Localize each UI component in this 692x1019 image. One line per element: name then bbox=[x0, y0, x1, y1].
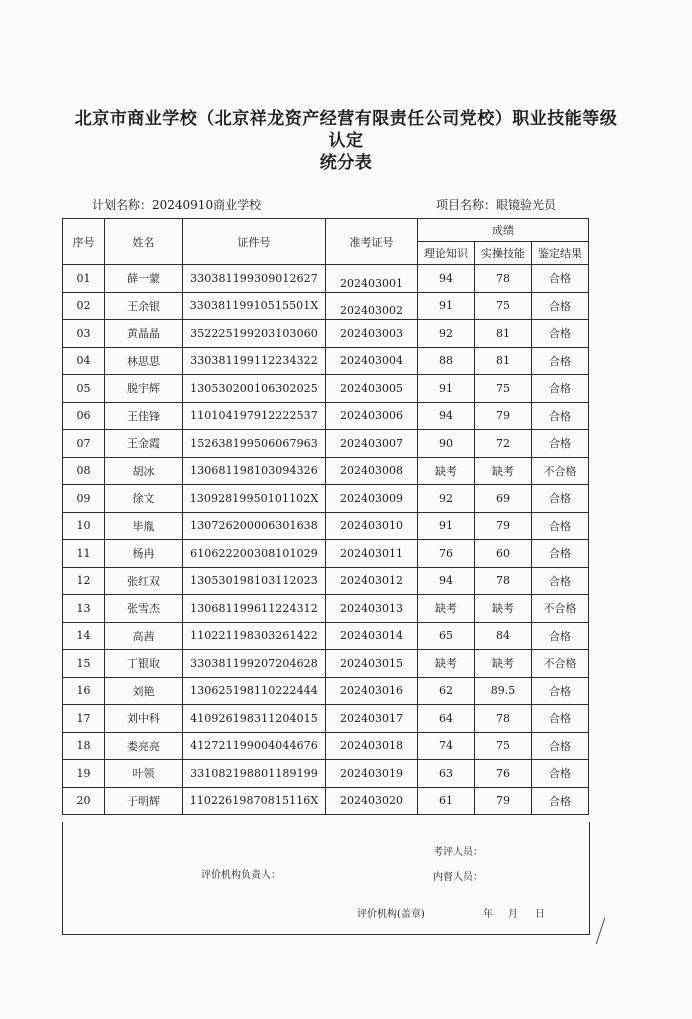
row-result: 合格 bbox=[532, 787, 589, 815]
table-row bbox=[63, 595, 589, 623]
project-name: 项目名称：眼镜验光员 bbox=[436, 198, 557, 212]
table-row bbox=[63, 402, 589, 430]
table-row bbox=[63, 705, 589, 733]
row-result: 合格 bbox=[532, 430, 589, 458]
day-label: 日 bbox=[535, 909, 545, 920]
row-theory: 缺考 bbox=[418, 595, 475, 623]
row-name: 丁银取 bbox=[105, 650, 183, 678]
row-no: 16 bbox=[63, 677, 105, 705]
row-result: 合格 bbox=[532, 347, 589, 375]
table-row bbox=[63, 567, 589, 595]
table-row bbox=[63, 292, 589, 320]
row-exam: 202403005 bbox=[326, 375, 418, 403]
row-name: 叶领 bbox=[105, 760, 183, 788]
table-row bbox=[63, 457, 589, 485]
row-theory: 91 bbox=[418, 292, 475, 320]
row-cert: 412721199004044676 bbox=[183, 732, 326, 760]
row-practical: 缺考 bbox=[475, 595, 532, 623]
row-practical: 72 bbox=[475, 430, 532, 458]
row-exam-text: 202403002 bbox=[340, 304, 403, 318]
row-name: 刘艳 bbox=[105, 677, 183, 705]
row-theory: 76 bbox=[418, 540, 475, 568]
row-practical: 76 bbox=[475, 760, 532, 788]
row-result: 合格 bbox=[532, 732, 589, 760]
row-theory: 缺考 bbox=[418, 650, 475, 678]
row-cert: 331082198801189199 bbox=[183, 760, 326, 788]
row-exam: 202403020 bbox=[326, 787, 418, 815]
row-exam: 202403015 bbox=[326, 650, 418, 678]
row-cert: 11022619870815116X bbox=[183, 787, 326, 815]
row-theory: 64 bbox=[418, 705, 475, 733]
row-name: 杨冉 bbox=[105, 540, 183, 568]
row-name: 王余银 bbox=[105, 292, 183, 320]
col-header-result: 鉴定结果 bbox=[532, 242, 589, 265]
row-cert: 130530198103112023 bbox=[183, 567, 326, 595]
row-exam: 202403017 bbox=[326, 705, 418, 733]
row-theory: 63 bbox=[418, 760, 475, 788]
row-name: 张雪杰 bbox=[105, 595, 183, 623]
row-no: 07 bbox=[63, 430, 105, 458]
row-result: 不合格 bbox=[532, 595, 589, 623]
row-theory: 91 bbox=[418, 512, 475, 540]
row-theory: 74 bbox=[418, 732, 475, 760]
row-theory: 91 bbox=[418, 375, 475, 403]
row-name: 脱宇辉 bbox=[105, 375, 183, 403]
row-name: 高茜 bbox=[105, 622, 183, 650]
title-line-2: 认定 bbox=[328, 131, 364, 151]
row-result: 合格 bbox=[532, 567, 589, 595]
table-row bbox=[63, 732, 589, 760]
row-exam: 202403016 bbox=[326, 677, 418, 705]
row-theory: 94 bbox=[418, 402, 475, 430]
row-exam: 202403008 bbox=[326, 457, 418, 485]
row-theory: 61 bbox=[418, 787, 475, 815]
col-header-no: 序号 bbox=[63, 219, 105, 265]
row-exam: 202403003 bbox=[326, 320, 418, 348]
row-cert: 610622200308101029 bbox=[183, 540, 326, 568]
row-name: 张红双 bbox=[105, 567, 183, 595]
row-cert: 110221198303261422 bbox=[183, 622, 326, 650]
plan-name: 计划名称：20240910商业学校 bbox=[92, 198, 262, 212]
table-row bbox=[63, 650, 589, 678]
row-practical: 75 bbox=[475, 732, 532, 760]
row-name: 薛一蒙 bbox=[105, 265, 183, 293]
row-no: 18 bbox=[63, 732, 105, 760]
row-practical: 79 bbox=[475, 402, 532, 430]
title-line-3: 统分表 bbox=[319, 153, 373, 173]
col-header-exam: 准考证号 bbox=[326, 219, 418, 265]
col-header-name: 姓名 bbox=[105, 219, 183, 265]
table-row bbox=[63, 787, 589, 815]
row-cert: 152638199506067963 bbox=[183, 430, 326, 458]
row-result: 合格 bbox=[532, 292, 589, 320]
row-result: 合格 bbox=[532, 705, 589, 733]
org-seal-label: 评价机构(盖章) bbox=[357, 909, 425, 920]
row-result: 合格 bbox=[532, 677, 589, 705]
row-no: 03 bbox=[63, 320, 105, 348]
row-no: 11 bbox=[63, 540, 105, 568]
row-practical: 78 bbox=[475, 265, 532, 293]
row-result: 合格 bbox=[532, 760, 589, 788]
row-no: 02 bbox=[63, 292, 105, 320]
row-no: 09 bbox=[63, 485, 105, 513]
row-cert: 130681199611224312 bbox=[183, 595, 326, 623]
org-head-label: 评价机构负责人： bbox=[201, 870, 281, 881]
row-cert: 130625198110222444 bbox=[183, 677, 326, 705]
row-practical: 75 bbox=[475, 292, 532, 320]
row-cert: 13092819950101102X bbox=[183, 485, 326, 513]
row-no: 05 bbox=[63, 375, 105, 403]
row-exam bbox=[326, 292, 418, 320]
row-result: 合格 bbox=[532, 540, 589, 568]
row-result: 不合格 bbox=[532, 650, 589, 678]
month-label: 月 bbox=[508, 909, 518, 920]
row-exam: 202403012 bbox=[326, 567, 418, 595]
row-result: 合格 bbox=[532, 622, 589, 650]
row-theory: 94 bbox=[418, 567, 475, 595]
row-practical: 75 bbox=[475, 375, 532, 403]
table-row bbox=[63, 485, 589, 513]
table-row bbox=[63, 347, 589, 375]
row-exam: 202403014 bbox=[326, 622, 418, 650]
pen-mark bbox=[588, 918, 605, 944]
row-exam: 202403009 bbox=[326, 485, 418, 513]
row-theory: 92 bbox=[418, 485, 475, 513]
row-name: 王金霞 bbox=[105, 430, 183, 458]
row-practical: 81 bbox=[475, 320, 532, 348]
row-cert: 352225199203103060 bbox=[183, 320, 326, 348]
table-row bbox=[63, 677, 589, 705]
row-practical: 78 bbox=[475, 567, 532, 595]
row-exam: 202403010 bbox=[326, 512, 418, 540]
row-practical: 79 bbox=[475, 512, 532, 540]
row-exam: 202403011 bbox=[326, 540, 418, 568]
row-no: 19 bbox=[63, 760, 105, 788]
row-cert: 330381199309012627 bbox=[183, 265, 326, 293]
row-no: 13 bbox=[63, 595, 105, 623]
signature-area bbox=[62, 822, 590, 935]
row-no: 12 bbox=[63, 567, 105, 595]
row-theory: 62 bbox=[418, 677, 475, 705]
row-practical: 79 bbox=[475, 787, 532, 815]
row-theory: 88 bbox=[418, 347, 475, 375]
row-name: 于明辉 bbox=[105, 787, 183, 815]
row-theory: 90 bbox=[418, 430, 475, 458]
row-cert: 330381199112234322 bbox=[183, 347, 326, 375]
row-result: 合格 bbox=[532, 402, 589, 430]
table-row bbox=[63, 265, 589, 293]
row-cert: 130681198103094326 bbox=[183, 457, 326, 485]
row-name: 黄晶晶 bbox=[105, 320, 183, 348]
row-theory: 94 bbox=[418, 265, 475, 293]
row-exam bbox=[326, 265, 418, 293]
table-row bbox=[63, 375, 589, 403]
score-table bbox=[62, 218, 589, 815]
row-no: 17 bbox=[63, 705, 105, 733]
table-row bbox=[63, 430, 589, 458]
row-theory: 92 bbox=[418, 320, 475, 348]
row-theory: 65 bbox=[418, 622, 475, 650]
row-no: 04 bbox=[63, 347, 105, 375]
table-row bbox=[63, 540, 589, 568]
row-practical: 78 bbox=[475, 705, 532, 733]
row-exam: 202403013 bbox=[326, 595, 418, 623]
row-name: 徐文 bbox=[105, 485, 183, 513]
row-name: 娄亮亮 bbox=[105, 732, 183, 760]
row-theory: 缺考 bbox=[418, 457, 475, 485]
row-exam: 202403004 bbox=[326, 347, 418, 375]
row-exam: 202403018 bbox=[326, 732, 418, 760]
row-cert: 410926198311204015 bbox=[183, 705, 326, 733]
row-name: 毕胤 bbox=[105, 512, 183, 540]
row-result: 合格 bbox=[532, 485, 589, 513]
row-exam: 202403019 bbox=[326, 760, 418, 788]
row-cert: 130530200106302025 bbox=[183, 375, 326, 403]
row-no: 15 bbox=[63, 650, 105, 678]
row-practical: 缺考 bbox=[475, 457, 532, 485]
col-header-theory: 理论知识 bbox=[418, 242, 475, 265]
table-row bbox=[63, 512, 589, 540]
row-name: 林思思 bbox=[105, 347, 183, 375]
table-row bbox=[63, 320, 589, 348]
row-cert: 33038119910515501X bbox=[183, 292, 326, 320]
col-header-cert: 证件号 bbox=[183, 219, 326, 265]
row-name: 王佳锋 bbox=[105, 402, 183, 430]
table-row bbox=[63, 760, 589, 788]
row-no: 08 bbox=[63, 457, 105, 485]
year-label: 年 bbox=[483, 909, 493, 920]
row-exam: 202403006 bbox=[326, 402, 418, 430]
row-practical: 60 bbox=[475, 540, 532, 568]
row-result: 合格 bbox=[532, 375, 589, 403]
col-header-score-group: 成绩 bbox=[418, 219, 589, 242]
row-name: 刘中科 bbox=[105, 705, 183, 733]
row-exam: 202403007 bbox=[326, 430, 418, 458]
examiner-label: 考评人员： bbox=[433, 847, 483, 858]
table-row bbox=[63, 622, 589, 650]
row-cert: 130726200006301638 bbox=[183, 512, 326, 540]
row-practical: 缺考 bbox=[475, 650, 532, 678]
row-no: 06 bbox=[63, 402, 105, 430]
row-cert: 110104197912222537 bbox=[183, 402, 326, 430]
row-no: 10 bbox=[63, 512, 105, 540]
row-no: 20 bbox=[63, 787, 105, 815]
supervisor-label: 内督人员： bbox=[433, 872, 483, 883]
col-header-practical: 实操技能 bbox=[475, 242, 532, 265]
row-practical: 69 bbox=[475, 485, 532, 513]
row-result: 合格 bbox=[532, 512, 589, 540]
row-result: 不合格 bbox=[532, 457, 589, 485]
title-line-1: 北京市商业学校（北京祥龙资产经营有限责任公司党校）职业技能等级 bbox=[74, 109, 618, 129]
row-result: 合格 bbox=[532, 320, 589, 348]
row-practical: 89.5 bbox=[475, 677, 532, 705]
row-no: 01 bbox=[63, 265, 105, 293]
row-exam-text: 202403001 bbox=[340, 276, 403, 290]
row-cert: 330381199207204628 bbox=[183, 650, 326, 678]
row-practical: 81 bbox=[475, 347, 532, 375]
row-practical: 84 bbox=[475, 622, 532, 650]
row-no: 14 bbox=[63, 622, 105, 650]
row-name: 胡冰 bbox=[105, 457, 183, 485]
row-result: 合格 bbox=[532, 265, 589, 293]
